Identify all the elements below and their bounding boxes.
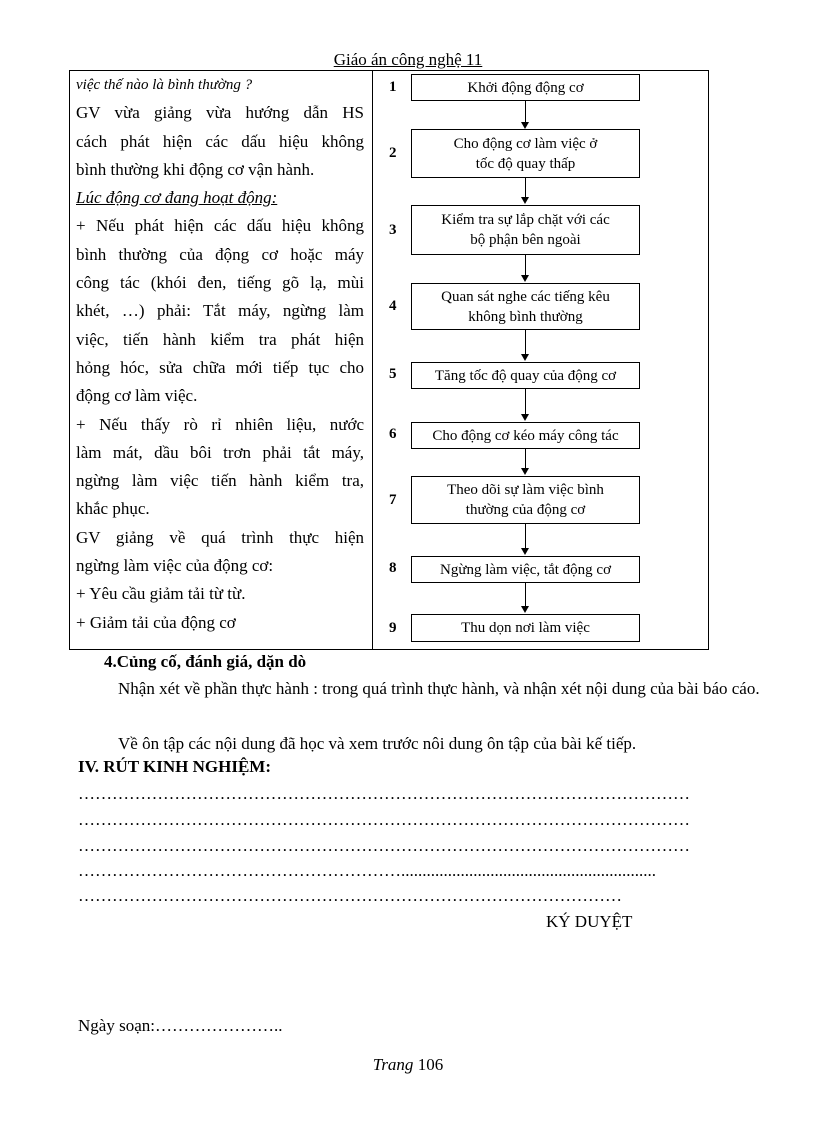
flow-arrow (525, 389, 526, 415)
text-line: bình thường của động cơ hoặc máy (76, 244, 364, 264)
dotted-line: …………………………………………………............................................................ (78, 861, 656, 880)
step-number: 5 (389, 366, 397, 382)
text-line: + Nếu thấy rò rỉ nhiên liệu, nước (76, 414, 364, 434)
section-4-paragraph-1: Nhận xét về phần thực hành : trong quá trình thực hành, và nhận xét nội dung của bài báo cáo. (118, 679, 760, 698)
text-line: + Nếu phát hiện các dấu hiệu không (76, 216, 364, 236)
step-number: 2 (389, 145, 397, 161)
section-iv-title: IV. RÚT KINH NGHIỆM: (78, 757, 272, 776)
step-number: 8 (389, 560, 397, 576)
text-line: Lúc động cơ đang hoạt động: (76, 188, 278, 208)
step-number: 9 (389, 620, 397, 636)
step-box: Khởi động động cơ (411, 74, 640, 101)
step-box: Quan sát nghe các tiếng kêu không bình thường (411, 283, 640, 330)
left-column (76, 71, 364, 637)
dotted-line: …………………………………………………………………………………… (78, 886, 622, 905)
text-line: khét, …) phải: Tắt máy, ngừng làm (76, 301, 364, 321)
text-line: GV giảng về quá trình thực hiện (76, 527, 364, 547)
step-number: 4 (389, 298, 397, 314)
step-number: 1 (389, 79, 397, 95)
arrowhead-icon (521, 414, 529, 421)
header-title: Giáo án công nghệ 11 (333, 50, 483, 69)
text-line: + Yêu cầu giảm tải từ từ. (76, 584, 246, 604)
dotted-line: ……………………………………………………………………………………………… (78, 836, 690, 855)
section-4-title: 4.Củng cố, đánh giá, dặn dò (104, 652, 307, 671)
flow-arrow (525, 330, 526, 355)
page-word: Trang (372, 1055, 414, 1074)
dotted-line: ……………………………………………………………………………………………… (78, 784, 690, 803)
text-line: việc, tiến hành kiểm tra phát hiện (76, 329, 364, 349)
step-box: Cho động cơ kéo máy công tác (411, 422, 640, 449)
signature-label: KÝ DUYỆT (546, 912, 633, 931)
text-line: GV vừa giảng vừa hướng dẫn HS (76, 103, 364, 123)
flow-arrow (525, 449, 526, 469)
arrowhead-icon (521, 468, 529, 475)
arrowhead-icon (521, 548, 529, 555)
flow-arrow (525, 255, 526, 276)
text-line: cách phát hiện các dấu hiệu không (76, 131, 364, 151)
text-line: làm mát, dầu bôi trơn phải tắt máy, (76, 442, 364, 462)
flow-arrow (525, 178, 526, 198)
text-line: việc thế nào là bình thường ? (76, 77, 253, 93)
text-line: động cơ làm việc. (76, 386, 198, 406)
step-number: 3 (389, 222, 397, 238)
step-box: Tăng tốc độ quay của động cơ (411, 362, 640, 389)
flow-arrow (525, 583, 526, 607)
section-4-paragraph-2: Về ôn tập các nội dung đã học và xem trước nôi dung ôn tập của bài kế tiếp. (118, 734, 637, 753)
step-box: Ngừng làm việc, tắt động cơ (411, 556, 640, 583)
text-line: ngừng làm việc của động cơ: (76, 556, 274, 576)
step-box: Cho động cơ làm việc ở tốc độ quay thấp (411, 129, 640, 178)
prepared-date: Ngày soạn:………………….. (78, 1016, 283, 1035)
page-footer (0, 1055, 816, 1075)
step-box: Kiểm tra sự lắp chặt với các bộ phận bên ngoài (411, 205, 640, 255)
step-number: 6 (389, 426, 397, 442)
text-line: khắc phục. (76, 499, 150, 519)
dotted-line: ……………………………………………………………………………………………… (78, 810, 690, 829)
step-box: Theo dõi sự làm việc bình thường của động cơ (411, 476, 640, 524)
text-line: hỏng hóc, sửa chữa mới tiếp tục cho (76, 357, 364, 377)
text-line: công tác (khói đen, tiếng gõ lạ, mùi (76, 273, 364, 293)
text-line: + Giảm tải của động cơ (76, 612, 236, 632)
column-divider (372, 71, 373, 649)
text-line: ngừng làm việc tiến hành kiểm tra, (76, 471, 364, 491)
flow-arrow (525, 524, 526, 549)
arrowhead-icon (521, 275, 529, 282)
flow-arrow (525, 101, 526, 123)
page-number: 106 (417, 1055, 444, 1074)
arrowhead-icon (521, 354, 529, 361)
text-line: bình thường khi động cơ vận hành. (76, 159, 315, 179)
step-number: 7 (389, 492, 397, 508)
arrowhead-icon (521, 197, 529, 204)
arrowhead-icon (521, 122, 529, 129)
step-box: Thu dọn nơi làm việc (411, 614, 640, 642)
document-header (0, 50, 816, 70)
arrowhead-icon (521, 606, 529, 613)
